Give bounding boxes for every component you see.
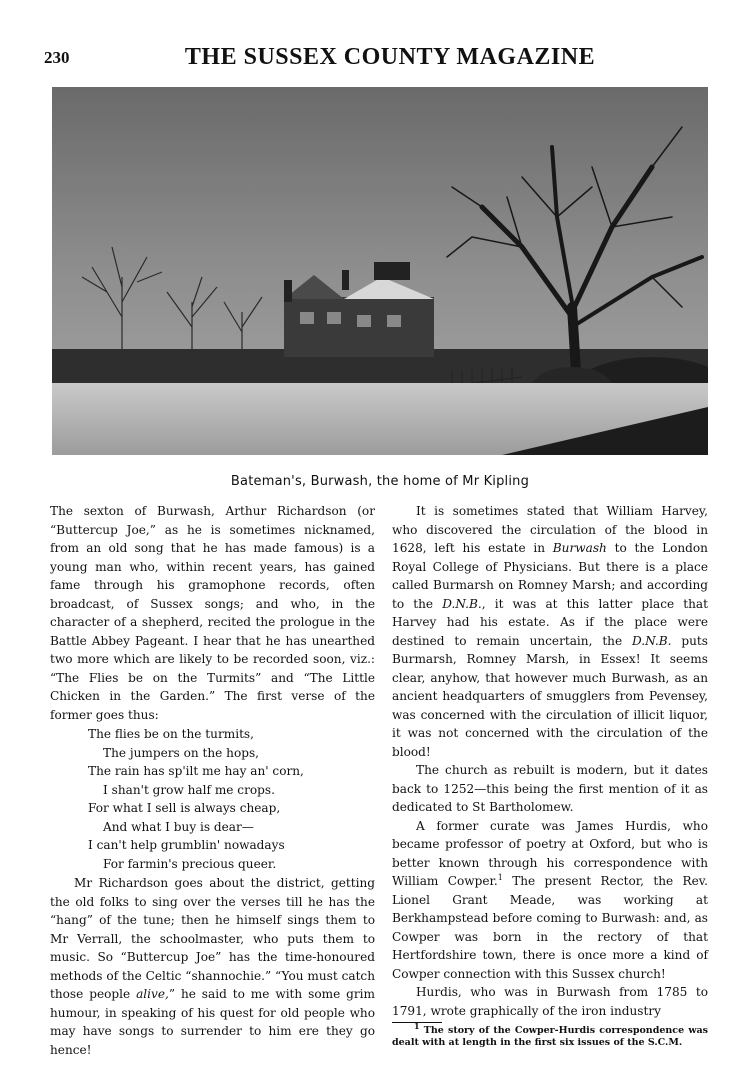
body-paragraph: The sexton of Burwash, Arthur Richardson (or “Buttercup Joe,” as he is sometimes nicknamed, from an old song that he has made famous) is a young man who, within recent years, has gained fame through his gramophone records, often broadcast, of Sussex songs; and who, in the character of a shepherd, recited the prologue in the Battle Abbey Pageant. I hear that he has unearthed two more which are likely to be recorded soon, viz.: “The Flies be on the Turmits” and “The Little Chicken in the Garden.” The first verse of the former goes thus:	[50, 504, 375, 722]
running-head: THE SUSSEX COUNTY MAGAZINE	[184, 44, 596, 70]
body-paragraph: Mr Richardson goes about the district, getting the old folks to sing over the verses till he has the “hang” of the tune; then he himself sings them to Mr Verrall, the schoolmaster, who puts them to music. So “Buttercup Joe” has the time-honoured methods of the Celtic “shannochie.” “You must catch those people alive,” he said to me with some grim humour, in speaking of his quest for old people who may have songs to surrender to him ere they go hence!	[50, 876, 376, 1057]
body-paragraph: A former curate was James Hurdis, who became professor of poetry at Oxford, but who is better known through his correspondence with William Cowper.$^1$ The present Rector, the Rev. Lionel Grant Meade, was working at Berkhampstead before coming to Burwash: and, as Cowper was born in the rectory of that Hertfordshire town, there is once more a kind of Cowper connection with this Sussex church!	[392, 818, 708, 981]
song-verse	[88, 725, 375, 873]
verse-line: And what I buy is dear—	[103, 819, 254, 834]
verse-line: I shan't grow half me crops.	[103, 782, 275, 797]
house-photograph	[52, 87, 708, 455]
verse-line: For what I sell is always cheap,	[88, 801, 281, 815]
right-column	[392, 502, 708, 1048]
verse-line: The jumpers on the hops,	[103, 745, 260, 760]
verse-line: I can't help grumblin' nowadays	[88, 838, 285, 852]
body-paragraph: Hurdis, who was in Burwash from 1785 to 1791, wrote graphically of the iron industry	[392, 985, 708, 1018]
verse-line: The rain has sp'ilt me hay an' corn,	[88, 764, 304, 778]
body-paragraph: It is sometimes stated that William Harvey, who discovered the circulation of the blood in 1628, left his estate in Burwash to the London Royal College of Physicians. But there is a place called Burmarsh on Romney Marsh; and according to the D.N.B., it was at this latter place that Harvey had his estate. As if the place were destined to remain uncertain, the D.N.B. puts Burmarsh, Romney Marsh, in Essex! It seems clear, anyhow, that however much Burwash, as an ancient headquarters of smugglers from Pevensey, was concerned with the circulation of illicit liquor, it was not concerned with the circulation of the blood!	[392, 504, 708, 759]
photo-caption: Bateman's, Burwash, the home of Mr Kipling	[230, 474, 530, 489]
body-paragraph: The church as rebuilt is modern, but it dates back to 1252—this being the first mention of it as dedicated to St Bartholomew.	[392, 763, 708, 814]
left-column	[50, 502, 375, 1059]
verse-line: The flies be on the turmits,	[88, 727, 254, 741]
footnote-marker: 1	[497, 872, 503, 882]
footnote: $^1$ The story of the Cowper-Hurdis correspondence was dealt with at length in the first six issues of the S.C.M.	[392, 1020, 708, 1048]
verse-line: For farmin's precious queer.	[103, 856, 277, 871]
page-number: 230	[44, 48, 70, 67]
